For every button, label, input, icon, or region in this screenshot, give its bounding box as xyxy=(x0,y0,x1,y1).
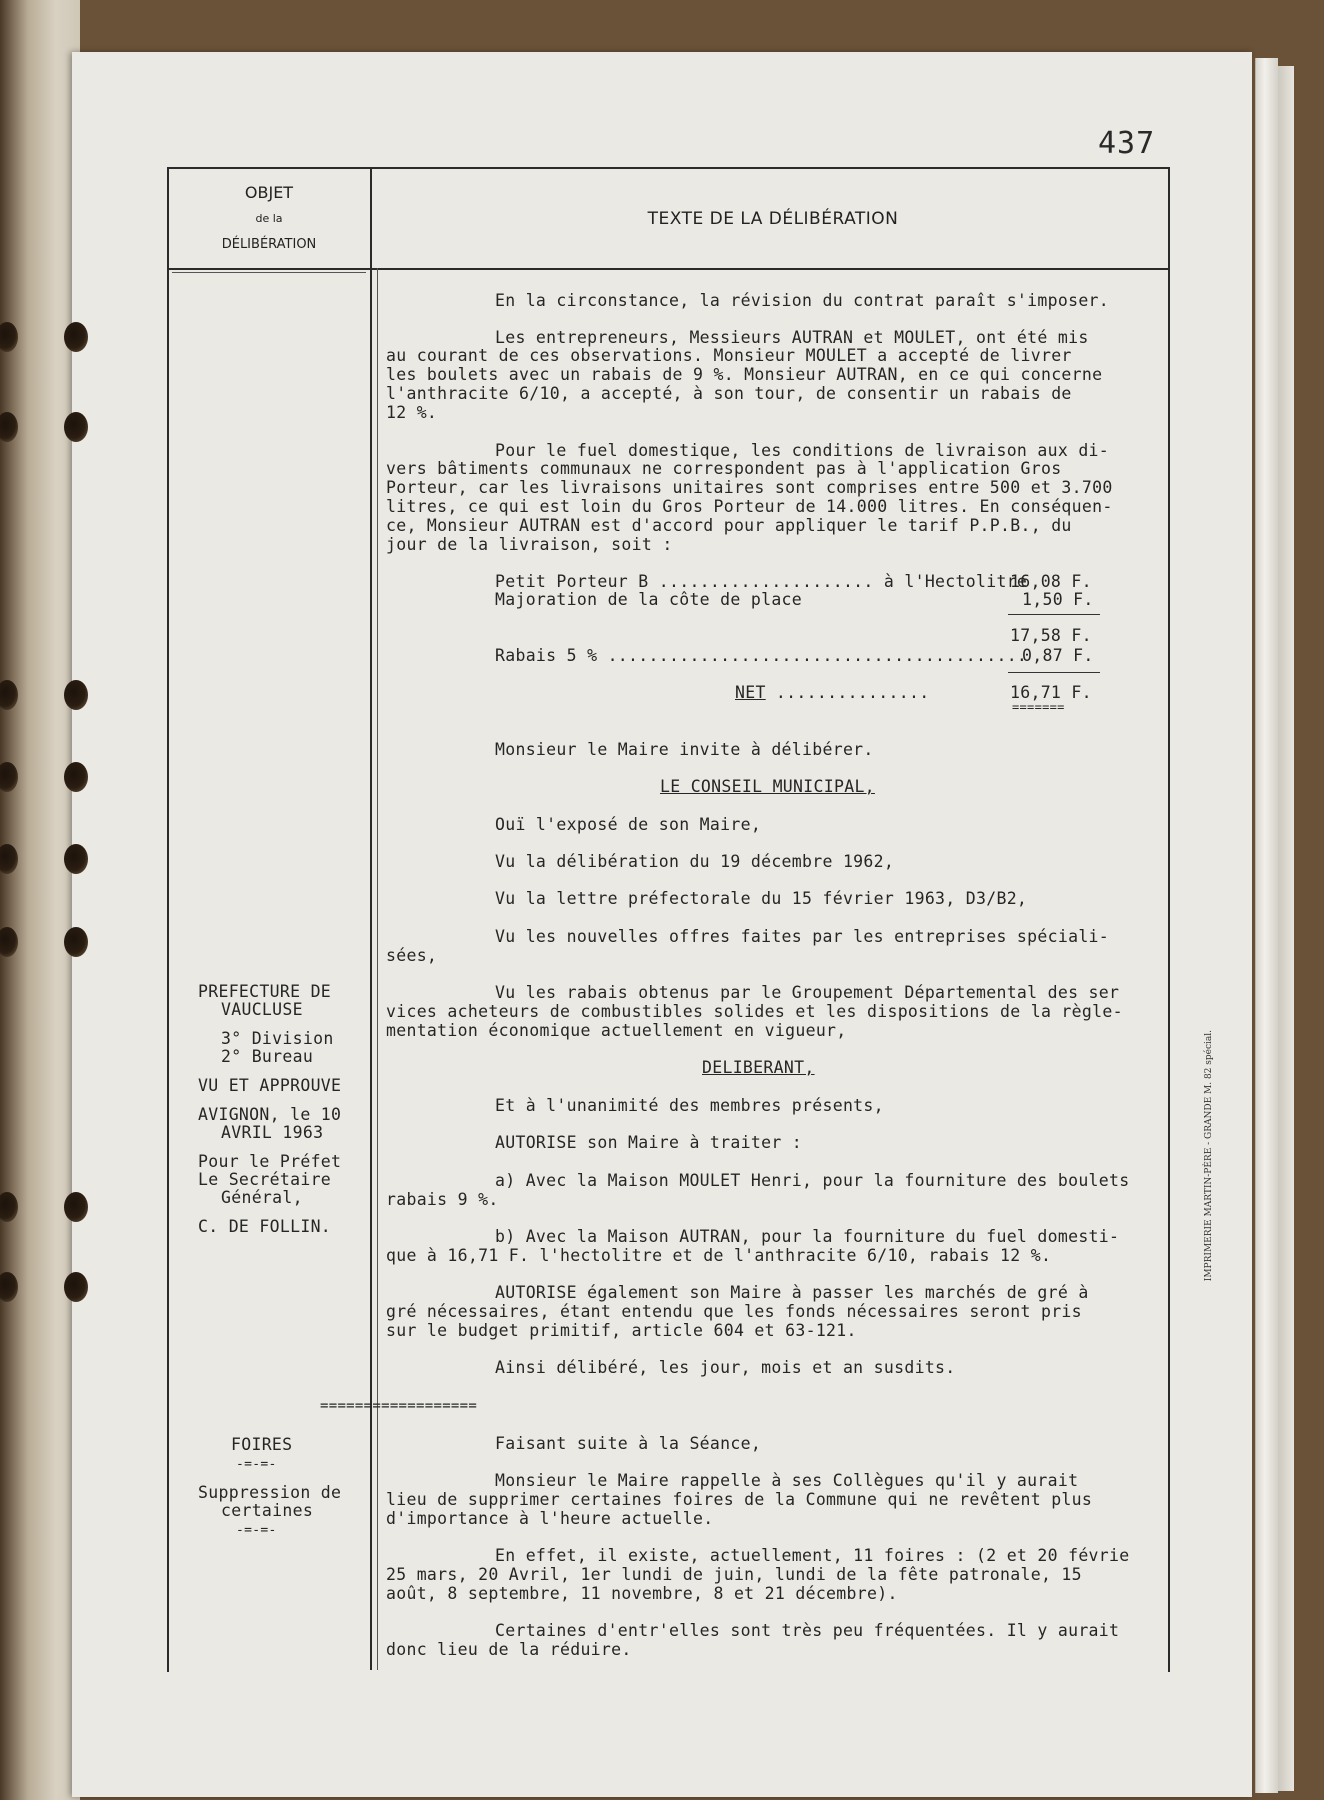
punch-hole xyxy=(64,1192,88,1222)
net-label-row xyxy=(735,683,929,702)
paragraph-line: Porteur, car les livraisons unitaires sont comprises entre 500 et 3.700 xyxy=(386,478,1113,497)
paragraph-line: lieu de supprimer certaines foires de la Commune qui ne revêtent plus xyxy=(386,1490,1093,1509)
paragraph-line: Les entrepreneurs, Messieurs AUTRAN et MOULET, ont été mis xyxy=(495,328,1089,347)
net-value: 16,71 F. xyxy=(1010,683,1092,702)
calc-label: Rabais 5 % ......................................... xyxy=(495,646,1028,665)
punch-hole xyxy=(64,322,88,352)
punch-hole xyxy=(64,844,88,874)
deliberant-heading: DELIBERANT, xyxy=(702,1058,815,1077)
paragraph-line: a) Avec la Maison MOULET Henri, pour la fourniture des boulets xyxy=(495,1171,1130,1190)
page-number: 437 xyxy=(1098,126,1156,161)
paragraph-line: jour de la livraison, soit : xyxy=(386,535,673,554)
paragraph-line: vers bâtiments communaux ne correspondent pas à l'application Gros xyxy=(386,459,1062,478)
calc-value: 1,50 F. xyxy=(1022,590,1094,609)
paragraph: Ainsi délibéré, les jour, mois et an susdits. xyxy=(495,1358,956,1377)
paragraph-line: 25 mars, 20 Avril, 1er lundi de juin, lundi de la fête patronale, 15 xyxy=(386,1565,1082,1584)
sidebar-line: Général, xyxy=(221,1188,303,1207)
net-label: NET xyxy=(735,683,766,702)
objet-header xyxy=(170,182,368,256)
calc-label: Majoration de la côte de place xyxy=(495,590,803,609)
paragraph-line: Pour le fuel domestique, les conditions de livraison aux di- xyxy=(495,441,1110,460)
paragraph-line: août, 8 septembre, 11 novembre, 8 et 21 décembre). xyxy=(386,1584,898,1603)
paragraph: Vu la délibération du 19 décembre 1962, xyxy=(495,852,895,871)
paragraph-line: gré nécessaires, étant entendu que les fonds nécessaires seront pris xyxy=(386,1302,1082,1321)
printer-mark: IMPRIMERIE MARTIN-PÈRE - GRANDE M. 82 spécial. xyxy=(1204,1030,1214,1282)
paragraph-line: ce, Monsieur AUTRAN est d'accord pour appliquer le tarif P.P.B., du xyxy=(386,516,1072,535)
paragraph: AUTORISE son Maire à traiter : xyxy=(495,1133,803,1152)
paragraph-line: l'anthracite 6/10, a accepté, à son tour, de consentir un rabais de xyxy=(386,384,1072,403)
paragraph-line: Certaines d'entr'elles sont très peu fréquentées. Il y aurait xyxy=(495,1621,1120,1640)
paragraph-line: que à 16,71 F. l'hectolitre et de l'anthracite 6/10, rabais 12 %. xyxy=(386,1246,1052,1265)
objet-label: de la xyxy=(255,212,283,225)
paragraph-line: 12 %. xyxy=(386,403,438,422)
sidebar-line: Pour le Préfet xyxy=(198,1152,342,1171)
section-separator: ================== xyxy=(320,1398,478,1414)
header-divider xyxy=(167,268,1168,270)
sum-rule xyxy=(1008,614,1100,615)
calc-label: Petit Porteur B ..................... à l'Hectolitre xyxy=(495,572,1028,591)
paragraph-line: mentation économique actuellement en vigueur, xyxy=(386,1021,847,1040)
paragraph: Faisant suite à la Séance, xyxy=(495,1434,762,1453)
punch-hole xyxy=(64,927,88,957)
approval-signature: C. DE FOLLIN. xyxy=(198,1217,332,1236)
column-divider xyxy=(377,268,378,1670)
column-divider xyxy=(370,167,372,1670)
sidebar-line: certaines xyxy=(221,1501,314,1520)
calc-subtotal: 17,58 F. xyxy=(1010,626,1092,645)
sum-rule xyxy=(1008,672,1100,673)
paragraph: En la circonstance, la révision du contrat paraît s'imposer. xyxy=(495,291,1110,310)
paragraph-line: vices acheteurs de combustibles solides et les dispositions de la règle- xyxy=(386,1002,1123,1021)
paragraph-line: litres, ce qui est loin du Gros Porteur de 14.000 litres. En conséquen- xyxy=(386,497,1113,516)
sidebar-line: VU ET APPROUVE xyxy=(198,1076,342,1095)
texte-header: TEXTE DE LA DÉLIBÉRATION xyxy=(647,209,899,229)
paragraph-line: sur le budget primitif, article 604 et 63-121. xyxy=(386,1321,857,1340)
calc-value: 0,87 F. xyxy=(1022,646,1094,665)
objet-label: DÉLIBÉRATION xyxy=(221,237,317,252)
paragraph: Vu la lettre préfectorale du 15 février 1963, D3/B2, xyxy=(495,889,1028,908)
paragraph-line: Monsieur le Maire rappelle à ses Collègues qu'il y aurait xyxy=(495,1471,1079,1490)
paragraph-line: les boulets avec un rabais de 9 %. Monsieur AUTRAN, en ce qui concerne xyxy=(386,365,1103,384)
paragraph-line: rabais 9 %. xyxy=(386,1190,499,1209)
sidebar-line: -=-=- xyxy=(236,1457,277,1472)
net-double-rule: ======= xyxy=(1012,700,1065,714)
sidebar-line: FOIRES xyxy=(231,1435,293,1454)
sidebar-line: VAUCLUSE xyxy=(221,1000,303,1019)
calc-value: 16,08 F. xyxy=(1010,572,1092,591)
paragraph: Ouï l'exposé de son Maire, xyxy=(495,815,762,834)
punch-hole xyxy=(64,680,88,710)
sidebar-line: Suppression de xyxy=(198,1483,342,1502)
paragraph-line: sées, xyxy=(386,946,438,965)
paragraph-line: d'importance à l'heure actuelle. xyxy=(386,1509,714,1528)
paragraph-line: b) Avec la Maison AUTRAN, pour la fourniture du fuel domesti- xyxy=(495,1227,1120,1246)
sidebar-line: -=-=- xyxy=(236,1523,277,1538)
paragraph: Monsieur le Maire invite à délibérer. xyxy=(495,740,874,759)
punch-hole xyxy=(64,1272,88,1302)
page-edge xyxy=(1255,58,1278,1793)
paragraph: Et à l'unanimité des membres présents, xyxy=(495,1096,884,1115)
paragraph-line: Vu les rabais obtenus par le Groupement Départemental des ser xyxy=(495,983,1120,1002)
net-dots: ............... xyxy=(765,683,930,702)
sidebar-line: 3° Division xyxy=(221,1029,334,1048)
conseil-heading: LE CONSEIL MUNICIPAL, xyxy=(660,777,875,796)
header-divider xyxy=(172,272,366,273)
punch-hole xyxy=(64,762,88,792)
paragraph-line: donc lieu de la réduire. xyxy=(386,1640,632,1659)
paragraph-line: au courant de ces observations. Monsieur MOULET a accepté de livrer xyxy=(386,346,1072,365)
sidebar-line: Le Secrétaire xyxy=(198,1170,332,1189)
paragraph-line: AUTORISE également son Maire à passer les marchés de gré à xyxy=(495,1283,1089,1302)
sidebar-line: 2° Bureau xyxy=(221,1047,314,1066)
book-binding xyxy=(0,0,80,1800)
sidebar-line: AVIGNON, le 10 xyxy=(198,1105,342,1124)
punch-hole xyxy=(64,412,88,442)
sidebar-line: PREFECTURE DE xyxy=(198,982,332,1001)
sidebar-line: AVRIL 1963 xyxy=(221,1123,324,1142)
paragraph-line: En effet, il existe, actuellement, 11 foires : (2 et 20 févrie xyxy=(495,1546,1130,1565)
objet-label: OBJET xyxy=(244,183,294,202)
paragraph-line: Vu les nouvelles offres faites par les entreprises spéciali- xyxy=(495,927,1110,946)
